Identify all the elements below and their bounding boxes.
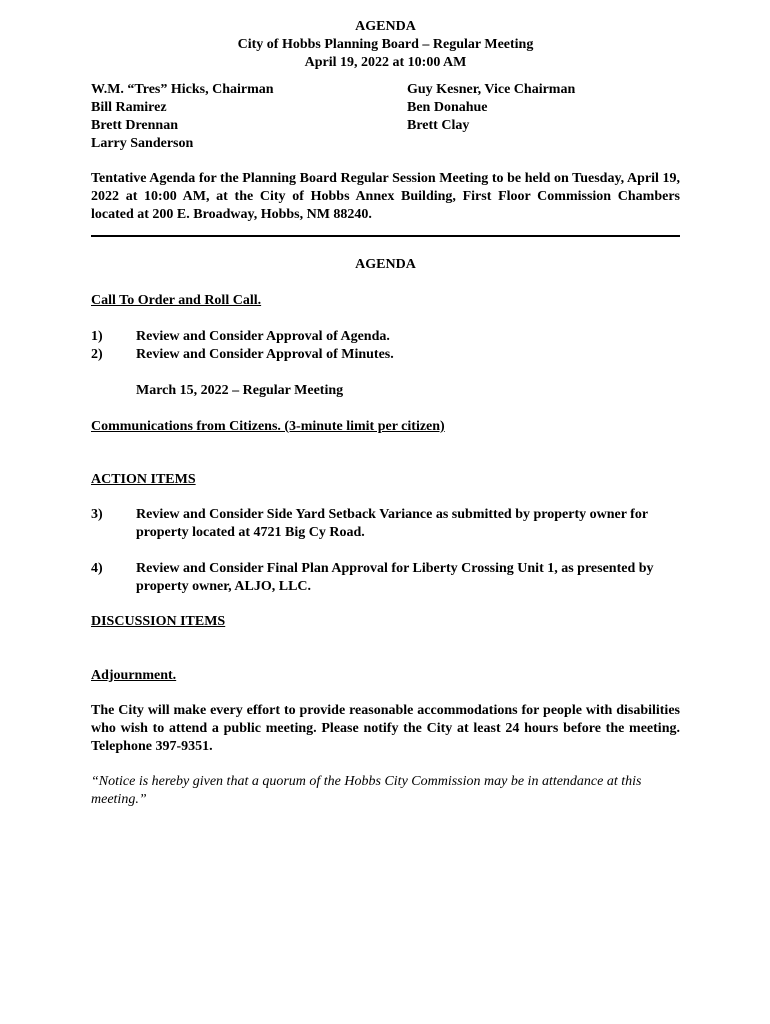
horizontal-divider — [91, 235, 680, 237]
agenda-document — [91, 18, 680, 809]
members-left-column — [91, 81, 274, 153]
agenda-item — [91, 506, 680, 542]
member-name: Ben Donahue — [407, 100, 488, 115]
member-name: Bill Ramirez — [91, 100, 167, 115]
item-number: 3) — [91, 507, 103, 522]
member-name: Larry Sanderson — [91, 136, 194, 151]
discussion-items-heading: DISCUSSION ITEMS — [91, 614, 226, 629]
member-name: Brett Clay — [407, 118, 470, 133]
adjournment-heading: Adjournment. — [91, 668, 177, 683]
document-header — [91, 18, 680, 72]
action-items-heading: ACTION ITEMS — [91, 472, 196, 487]
agenda-items-list — [91, 328, 680, 364]
item-text: Review and Consider Approval of Agenda. — [136, 329, 390, 344]
item-text: Review and Consider Final Plan Approval for Liberty Crossing Unit 1, as presented by property owner, ALJO, LLC. — [136, 561, 654, 594]
item-number: 1) — [91, 329, 103, 344]
item-number: 2) — [91, 347, 103, 362]
member-name: Brett Drennan — [91, 118, 178, 133]
document-title: AGENDA — [355, 19, 416, 34]
intro-paragraph: Tentative Agenda for the Planning Board Regular Session Meeting to be held on Tuesday, April 19, 2022 at 10:00 AM, at the City of Hobbs Annex Building, First Floor Commission Chambers located at 200 E. Broadway, Hobbs, NM 88240. — [91, 171, 680, 222]
call-to-order-heading: Call To Order and Roll Call. — [91, 293, 262, 308]
accommodations-paragraph: The City will make every effort to provide reasonable accommodations for people with disabilities who wish to attend a public meeting. Please notify the City at least 24 hours before the meeting. Telephone 397-9351. — [91, 703, 680, 754]
quorum-notice: “Notice is hereby given that a quorum of the Hobbs City Commission may be in attendance at this meeting.” — [91, 774, 642, 807]
agenda-item — [91, 346, 680, 364]
agenda-heading: AGENDA — [355, 257, 416, 272]
members-right-column — [407, 81, 575, 135]
meeting-name: City of Hobbs Planning Board – Regular Meeting — [237, 37, 534, 52]
item-text: Review and Consider Side Yard Setback Variance as submitted by property owner for property located at 4721 Big Cy Road. — [136, 507, 648, 540]
minutes-subitem: March 15, 2022 – Regular Meeting — [136, 383, 344, 398]
board-members — [91, 81, 680, 153]
agenda-item — [91, 328, 680, 346]
agenda-item — [91, 560, 680, 596]
communications-heading: Communications from Citizens. (3-minute limit per citizen) — [91, 419, 445, 434]
member-name: W.M. “Tres” Hicks, Chairman — [91, 82, 274, 97]
member-name: Guy Kesner, Vice Chairman — [407, 82, 576, 97]
item-text: Review and Consider Approval of Minutes. — [136, 347, 394, 362]
meeting-date: April 19, 2022 at 10:00 AM — [304, 55, 467, 70]
item-number: 4) — [91, 561, 103, 576]
